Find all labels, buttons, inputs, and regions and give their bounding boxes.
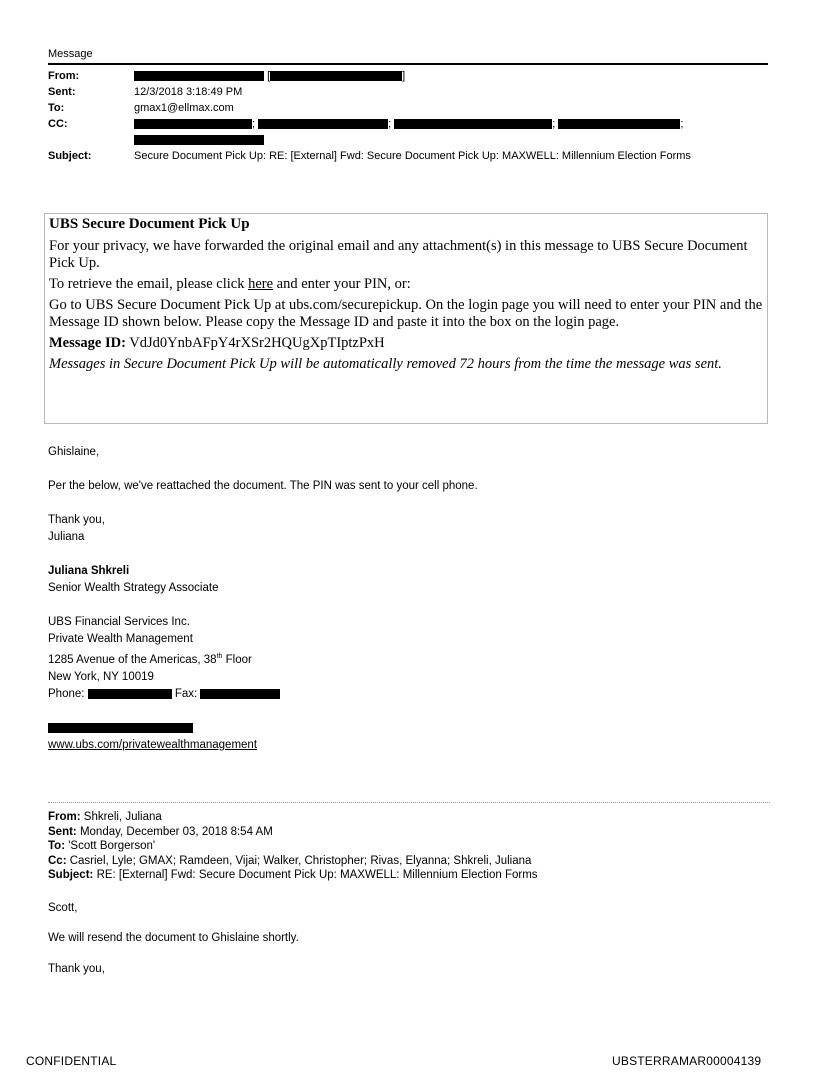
bates-number: UBSTERRAMAR00004139 [612,1054,762,1068]
confidential-label: CONFIDENTIAL [26,1054,117,1068]
body-line-1: Per the below, we've reattached the document. The PIN was sent to your cell phone. [48,480,478,492]
cc-row-continued [48,132,768,148]
redaction-block [134,71,264,81]
redaction-block [558,119,680,129]
fwd-to-line [48,839,768,854]
message-id-label: Message ID: [49,335,126,351]
redaction-block [258,119,388,129]
retrieve-text-after: and enter your PIN, or: [273,276,411,292]
notice-title: UBS Secure Document Pick Up [49,216,250,232]
redaction-block [270,71,402,81]
cc-label: CC: [48,118,68,130]
signature-name: Juliana Shkreli [48,565,130,577]
notice-privacy-text: For your privacy, we have forwarded the original email and any attachment(s) in this message to UBS Secure Document Pick Up. [49,238,748,271]
redaction-block [48,723,193,733]
fwd-to-label: To: [48,840,66,852]
to-label: To: [48,102,65,114]
divider [48,802,770,803]
fwd-cc-line [48,854,768,869]
fwd-thanks: Thank you, [48,962,105,975]
signature-division: Private Wealth Management [48,633,193,645]
fwd-cc-label: Cc: [48,854,67,867]
secure-pickup-notice [44,213,768,424]
redaction-block [134,135,264,145]
website-link[interactable]: www.ubs.com/privatewealthmanagement [48,738,258,751]
message-id-line [49,335,763,352]
fwd-sent-label: Sent: [48,825,77,838]
redaction-block [394,119,552,129]
retrieve-text-before: To retrieve the email, please click [49,276,249,292]
signature-email [48,720,768,737]
sent-row [48,84,768,100]
here-link[interactable]: here [248,276,274,292]
forwarded-message [48,810,768,976]
cc-value-continued [134,132,264,148]
fwd-greeting: Scott, [48,901,78,914]
fwd-subject-label: Subject: [48,869,94,881]
closing-name: Juliana [48,531,85,543]
subject-row [48,148,768,164]
notice-retrieve-text [49,276,763,293]
from-row [48,68,768,84]
redaction-block [134,119,252,129]
email-header [48,68,768,164]
closing-thanks: Thank you, [48,514,105,526]
cc-value: ; ; ; ; [134,116,683,132]
fwd-subject-value: RE: [External] Fwd: Secure Document Pick Up: MAXWELL: Millennium Election Forms [93,869,538,881]
signature-company: UBS Financial Services Inc. [48,616,190,628]
greeting: Ghislaine, [48,446,100,458]
fwd-subject-line [48,868,768,883]
signature-phone-fax [48,686,768,703]
from-bracket-close: ] [402,70,406,83]
phone-label: Phone: [48,687,85,700]
fwd-sent-value: Monday, December 03, 2018 8:54 AM [76,825,273,838]
signature-city: New York, NY 10019 [48,670,154,683]
fwd-cc-value: Casriel, Lyle; GMAX; Ramdeen, Vijai; Walker, Christopher; Rivas, Elyanna; Shkreli, Juliana [66,854,532,867]
from-value [134,68,405,84]
fwd-from-label: From: [48,811,81,823]
message-id-value: VdJd0YnbAFpY4rXSr2HQUgXpTIptzPxH [129,335,385,351]
notice-instructions-text: Go to UBS Secure Document Pick Up at ubs.com/securepickup. On the login page you will need to enter your PIN and the Message ID shown below. Please copy the Message ID and paste it into the box on the login page. [49,297,763,330]
from-label: From: [48,70,80,82]
subject-label: Subject: [48,150,92,162]
fax-label: Fax: [174,687,198,700]
redaction-block [88,689,172,699]
signature-address [48,648,768,669]
redaction-block [200,689,280,699]
subject-value: Secure Document Pick Up: RE: [External] Fwd: Secure Document Pick Up: MAXWELL: Millennium Election Forms [134,150,691,162]
email-body [48,444,768,754]
sent-label: Sent: [48,86,76,98]
address-floor: Floor [222,653,252,666]
message-label: Message [48,48,93,60]
to-value: gmax1@ellmax.com [134,102,234,114]
sent-value: 12/3/2018 3:18:49 PM [134,86,243,98]
from-bracket-open: [ [267,70,271,83]
fwd-from-line [48,810,768,825]
address-superscript: th [216,653,223,660]
signature-title: Senior Wealth Strategy Associate [48,582,219,594]
fwd-to-value: 'Scott Borgerson' [65,840,156,852]
fwd-from-value: Shkreli, Juliana [80,811,162,823]
fwd-sent-line [48,825,768,840]
notice-footnote: Messages in Secure Document Pick Up will be automatically removed 72 hours from the time the message was sent. [49,356,722,372]
cc-row [48,116,768,132]
fwd-body-line: We will resend the document to Ghislaine shortly. [48,932,299,944]
header-rule [48,63,768,65]
to-row [48,100,768,116]
address-text: 1285 Avenue of the Americas, 38 [48,653,217,666]
